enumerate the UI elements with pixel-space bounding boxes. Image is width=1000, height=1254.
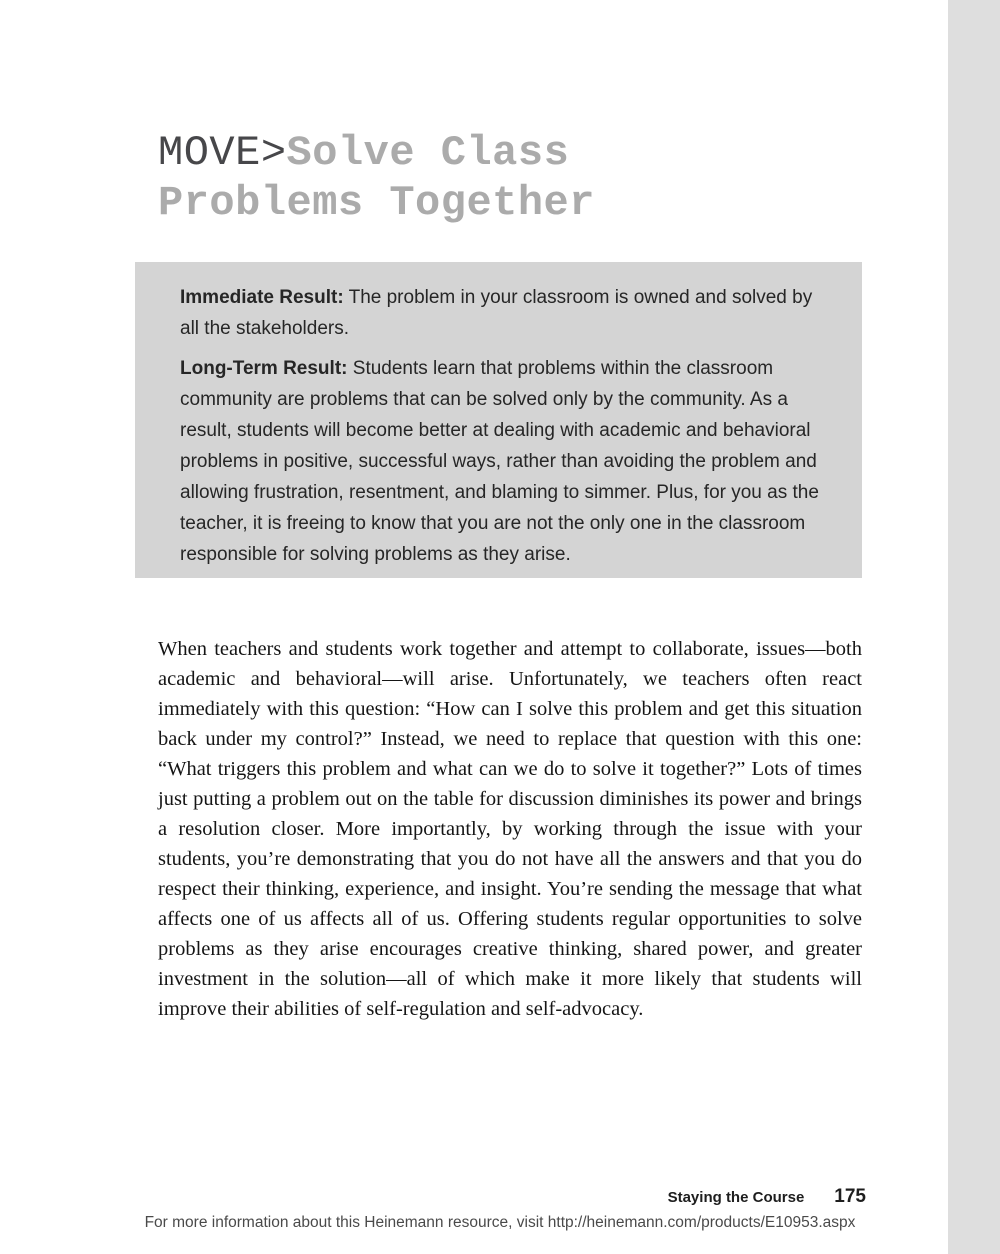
long-term-result-paragraph <box>180 353 824 570</box>
running-footer <box>668 1186 866 1208</box>
long-term-result-text: Students learn that problems within the classroom community are problems that can be solved only by the community. As a result, students will become better at dealing with academic and behavioral problems in positive, successful ways, rather than avoiding the problem and allowing frustration, resentment, and blaming to simmer. Plus, for you as the teacher, it is freeing to know that you are not the only one in the classroom responsible for solving problems as they arise. <box>180 358 819 565</box>
page-title <box>158 128 595 228</box>
page-edge-strip <box>948 0 1000 1254</box>
resource-info-line: For more information about this Heinemann resource, visit http://heinemann.com/products/E10953.aspx <box>144 1214 856 1231</box>
immediate-result-label: Immediate Result: <box>180 287 344 308</box>
title-move-label: MOVE> <box>158 129 287 177</box>
title-line1: Solve Class <box>286 129 570 177</box>
immediate-result-paragraph <box>180 282 824 344</box>
immediate-result-text: The problem in your classroom is owned and solved by all the stakeholders. <box>180 287 813 339</box>
result-summary-box <box>135 262 862 578</box>
page-number: 175 <box>834 1186 866 1207</box>
running-head: Staying the Course <box>667 1189 805 1206</box>
title-line2: Problems Together <box>158 179 595 227</box>
body-paragraph: When teachers and students work together and attempt to collaborate, issues—both academic and behavioral—will arise. Unfortunately, we teachers often react immediately with this question: “How can I solve this problem and get this situation back under my control?” Instead, we need to replace that question with this one: “What triggers this problem and what can we do to solve it together?” Lots of times just putting a problem out on the table for discussion diminishes its power and brings a resolution closer. More importantly, by working through the issue with your students, you’re demonstrating that you do not have all the answers and that you do respect their thinking, experience, and insight. You’re sending the message that what affects one of us affects all of us. Offering students regular opportunities to solve problems as they arise encourages creative thinking, shared power, and greater investment in the solution—all of which make it more likely that students will improve their abilities of self-regulation and self-advocacy. <box>158 638 862 1020</box>
long-term-result-label: Long-Term Result: <box>180 358 348 379</box>
